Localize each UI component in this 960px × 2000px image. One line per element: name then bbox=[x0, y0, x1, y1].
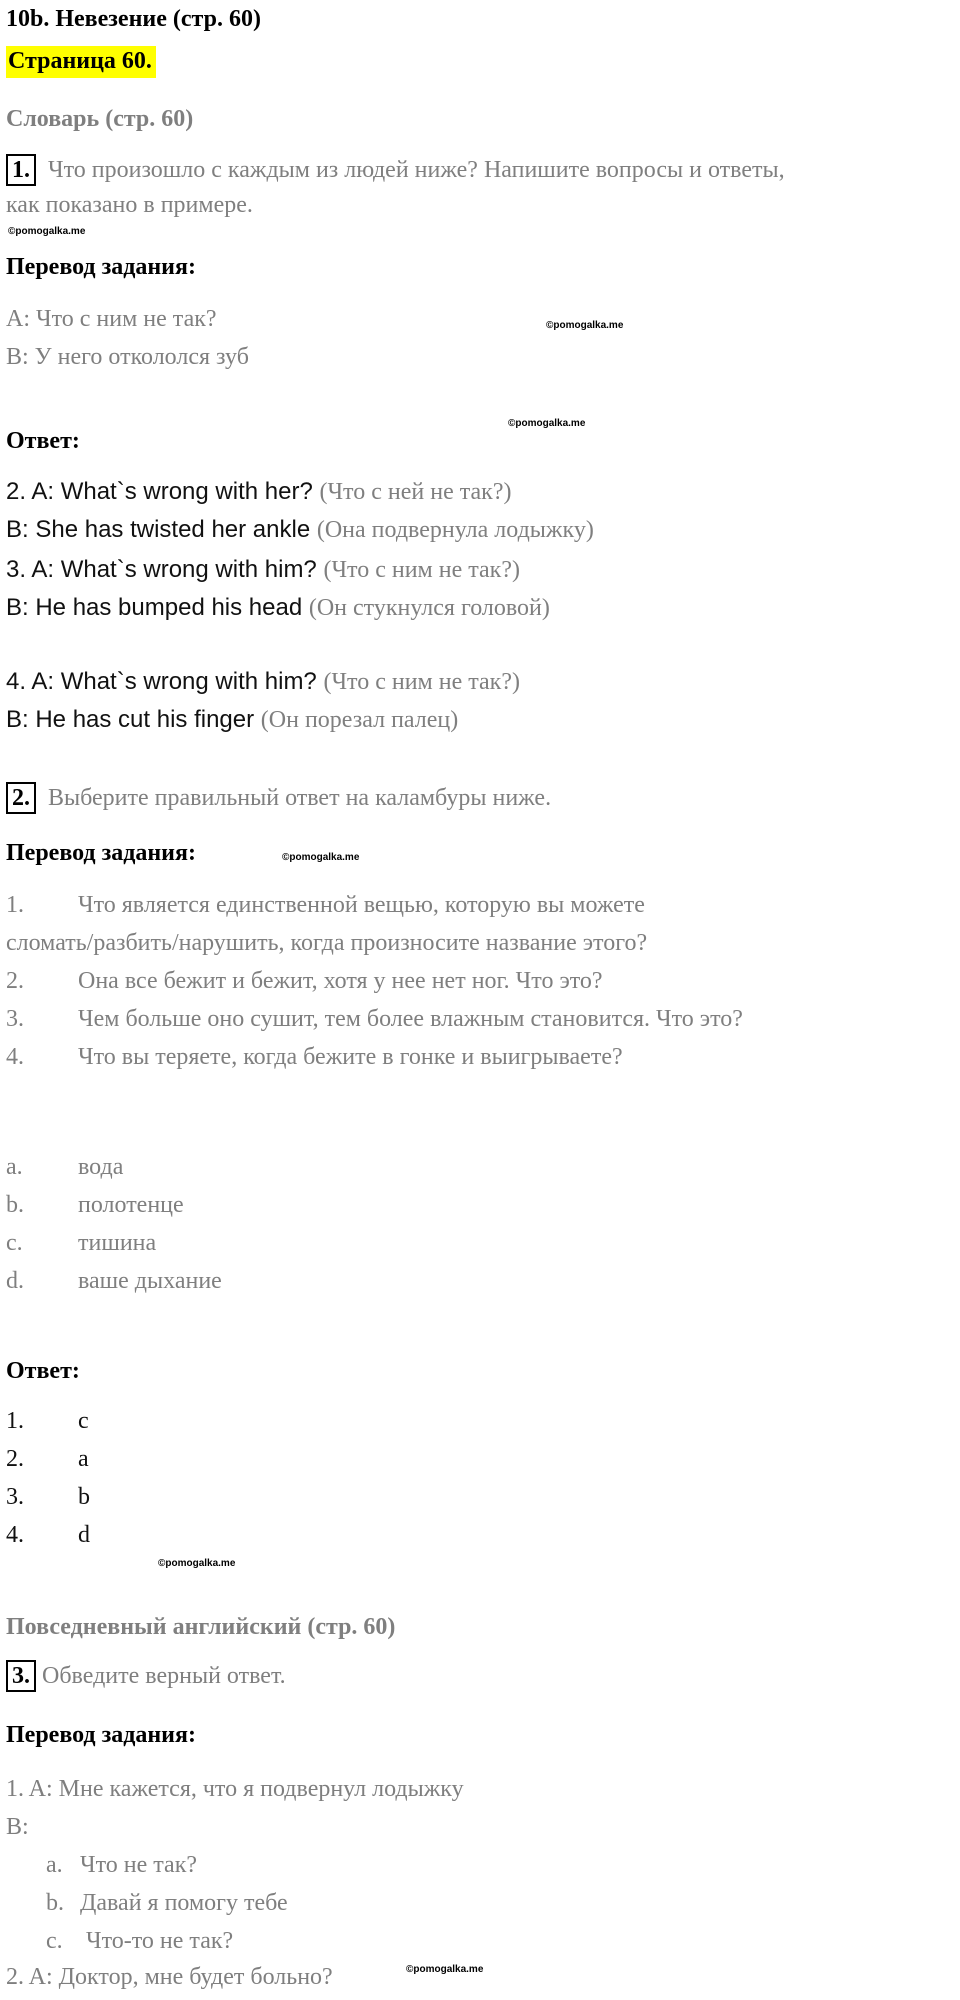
option-text: вода bbox=[78, 1154, 124, 1180]
answer-english: 4. A: What`s wrong with him? bbox=[6, 668, 324, 695]
answer-english: 3. A: What`s wrong with him? bbox=[6, 556, 324, 583]
option-item bbox=[6, 1230, 156, 1257]
answer-english: 2. A: What`s wrong with her? bbox=[6, 478, 320, 505]
task1-answer-line bbox=[6, 478, 511, 506]
task1-answer-line bbox=[6, 706, 458, 734]
riddle-item bbox=[6, 1006, 743, 1033]
task2-answer-item bbox=[6, 1408, 89, 1435]
task1-answer-line bbox=[6, 594, 550, 622]
highlighted-page-label: Страница 60. bbox=[6, 46, 156, 78]
watermark: ©pomogalka.me bbox=[282, 852, 360, 863]
task1-answer-line bbox=[6, 556, 520, 584]
answer-translation: (Что с ним не так?) bbox=[323, 557, 520, 583]
task1-text-line1: Что произошло с каждым из людей ниже? Напишите вопросы и ответы, bbox=[48, 157, 785, 183]
task2-answer-heading: Ответ: bbox=[6, 1358, 80, 1384]
answer-letter: d bbox=[78, 1522, 90, 1548]
option-text: ваше дыхание bbox=[78, 1268, 222, 1294]
answer-letter: b bbox=[78, 1484, 90, 1510]
answer-number: 4. bbox=[6, 1522, 24, 1548]
answer-translation: (Что с ним не так?) bbox=[323, 669, 520, 695]
task2-answer-item bbox=[6, 1484, 90, 1511]
option-item bbox=[6, 1268, 222, 1295]
task1-number-badge: 1. bbox=[6, 154, 36, 186]
option-letter: b. bbox=[46, 1890, 64, 1916]
task3-translation-heading: Перевод задания: bbox=[6, 1722, 196, 1748]
section-vocabulary-heading: Словарь (стр. 60) bbox=[6, 106, 194, 132]
task3-question1-b: B: bbox=[6, 1814, 29, 1840]
watermark: ©pomogalka.me bbox=[508, 418, 586, 429]
answer-number: 3. bbox=[6, 1484, 24, 1510]
answer-translation: (Он стукнулся головой) bbox=[308, 595, 550, 621]
task3-question2: 2. A: Доктор, мне будет больно? bbox=[6, 1964, 333, 1990]
task2-answer-item bbox=[6, 1446, 89, 1473]
task3-option bbox=[46, 1928, 233, 1955]
task3-question1: 1. A: Мне кажется, что я подвернул лодыжку bbox=[6, 1776, 464, 1802]
riddle-text: сломать/разбить/нарушить, когда произносите название этого? bbox=[6, 930, 648, 956]
answer-english: B: He has bumped his head bbox=[6, 594, 309, 621]
task2-answer-item bbox=[6, 1522, 90, 1549]
task3-instruction bbox=[6, 1660, 286, 1692]
task1-answer-line bbox=[6, 516, 594, 544]
riddle-text: Что является единственной вещью, которую вы можете bbox=[78, 892, 645, 918]
task2-instruction bbox=[6, 782, 551, 814]
option-text: полотенце bbox=[78, 1192, 184, 1218]
task2-translation-heading: Перевод задания: bbox=[6, 840, 196, 866]
page-number-label bbox=[6, 48, 156, 75]
option-text: Что не так? bbox=[80, 1852, 198, 1878]
option-text: Что-то не так? bbox=[80, 1928, 234, 1954]
option-letter: c. bbox=[6, 1230, 23, 1256]
option-letter: a. bbox=[6, 1154, 23, 1180]
answer-translation: (Что с ней не так?) bbox=[319, 479, 512, 505]
watermark: ©pomogalka.me bbox=[546, 320, 624, 331]
option-item bbox=[6, 1192, 184, 1219]
watermark: ©pomogalka.me bbox=[8, 226, 86, 237]
riddle-text: Что вы теряете, когда бежите в гонке и выигрываете? bbox=[78, 1044, 623, 1070]
task1-answer-line bbox=[6, 668, 520, 696]
riddle-item bbox=[6, 930, 647, 957]
option-letter: c. bbox=[46, 1928, 63, 1954]
task1-text-line2: как показано в примере. bbox=[6, 192, 253, 218]
watermark: ©pomogalka.me bbox=[406, 1964, 484, 1975]
answer-letter: a bbox=[78, 1446, 89, 1472]
task3-number-badge: 3. bbox=[6, 1660, 36, 1692]
task3-option bbox=[46, 1852, 197, 1879]
section-everyday-english-heading: Повседневный английский (стр. 60) bbox=[6, 1614, 396, 1640]
task1-translation-heading: Перевод задания: bbox=[6, 254, 196, 280]
answer-english: B: She has twisted her ankle bbox=[6, 516, 317, 543]
option-letter: d. bbox=[6, 1268, 24, 1294]
task3-option bbox=[46, 1890, 288, 1917]
answer-number: 1. bbox=[6, 1408, 24, 1434]
answer-translation: (Она подвернула лодыжку) bbox=[316, 517, 594, 543]
task1-instruction bbox=[6, 154, 785, 186]
task2-text: Выберите правильный ответ на каламбуры ниже. bbox=[48, 785, 552, 811]
task1-example-b: B: У него откололся зуб bbox=[6, 344, 249, 370]
answer-letter: c bbox=[78, 1408, 89, 1434]
answer-translation: (Он порезал палец) bbox=[260, 707, 459, 733]
riddle-item bbox=[6, 968, 603, 995]
task1-example-a: A: Что с ним не так? bbox=[6, 306, 217, 332]
option-letter: b. bbox=[6, 1192, 24, 1218]
option-text: Давай я помогу тебе bbox=[80, 1890, 288, 1916]
riddle-number: 2. bbox=[6, 968, 24, 994]
option-item bbox=[6, 1154, 123, 1181]
watermark: ©pomogalka.me bbox=[158, 1558, 236, 1569]
page-title: 10b. Невезение (стр. 60) bbox=[6, 6, 261, 32]
task1-answer-heading: Ответ: bbox=[6, 428, 80, 454]
task2-number-badge: 2. bbox=[6, 782, 36, 814]
riddle-number: 1. bbox=[6, 892, 24, 918]
riddle-item bbox=[6, 1044, 623, 1071]
riddle-number: 4. bbox=[6, 1044, 24, 1070]
riddle-item bbox=[6, 892, 645, 919]
answer-english: B: He has cut his finger bbox=[6, 706, 261, 733]
riddle-text: Она все бежит и бежит, хотя у нее нет ног. Что это? bbox=[78, 968, 603, 994]
riddle-text: Чем больше оно сушит, тем более влажным становится. Что это? bbox=[78, 1006, 743, 1032]
riddle-number: 3. bbox=[6, 1006, 24, 1032]
option-text: тишина bbox=[78, 1230, 157, 1256]
task3-text: Обведите верный ответ. bbox=[42, 1663, 286, 1689]
option-letter: a. bbox=[46, 1852, 63, 1878]
answer-number: 2. bbox=[6, 1446, 24, 1472]
